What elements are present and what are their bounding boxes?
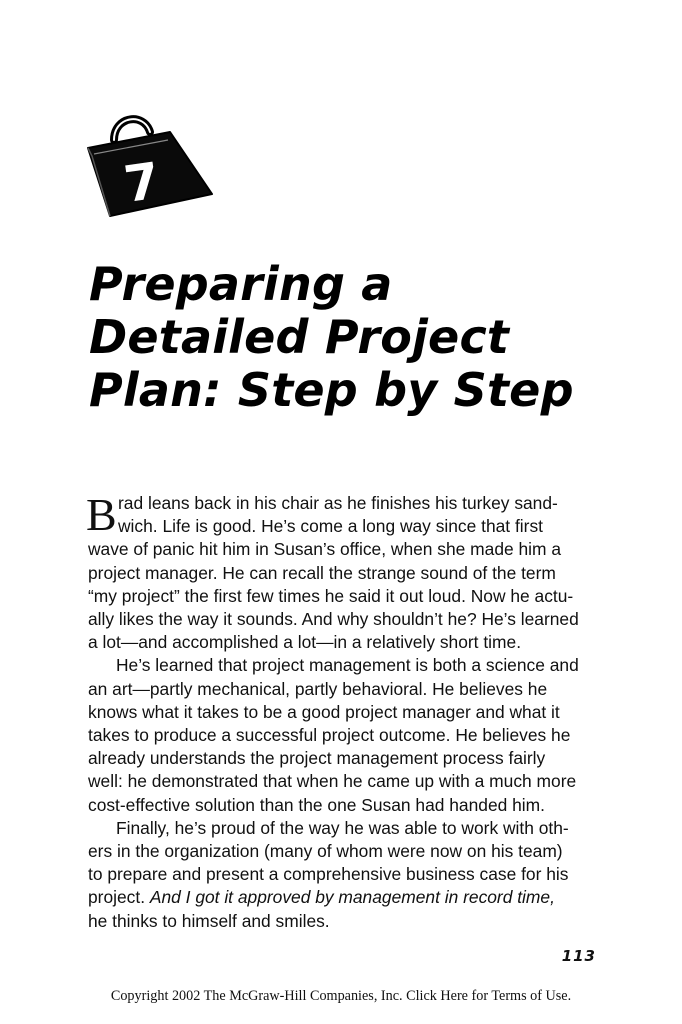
chapter-body (86, 489, 608, 933)
paragraph-2-line: knows what it takes to be a good project manager and what it (88, 701, 560, 722)
chapter-title-line-2: Detailed Project (89, 310, 510, 364)
chapter-number: 7 (120, 151, 164, 214)
paragraph-3-line: ers in the organization (many of whom were now on his team) (88, 841, 563, 862)
paragraph-2-line: already understands the project management process fairly (88, 748, 546, 769)
copyright-footer[interactable]: Copyright 2002 The McGraw-Hill Companies, Inc. Click Here for Terms of Use. (110, 988, 572, 1004)
paragraph-3-line: he thinks to himself and smiles. (88, 910, 330, 931)
paragraph-1-line: “my project” the first few times he said it out loud. Now he actu- (88, 585, 574, 606)
paragraph-3-line: to prepare and present a comprehensive business case for his (88, 864, 569, 885)
paragraph-1-line: wave of panic hit him in Susan’s office, when she made him a (88, 539, 562, 560)
briefcase-icon (84, 110, 216, 222)
paragraph-2-line: an art—partly mechanical, partly behavioral. He believes he (88, 678, 548, 699)
drop-cap: B (86, 489, 117, 540)
paragraph-2-line: well: he demonstrated that when he came up with a much more (88, 771, 577, 792)
paragraph-3-italic-thought: And I got it approved by management in record time, (149, 887, 555, 908)
paragraph-1-line: a lot—and accomplished a lot—in a relatively short time. (88, 632, 522, 653)
chapter-title-line-3: Plan: Step by Step (89, 363, 574, 417)
paragraph-2-line: He’s learned that project management is both a science and (116, 655, 579, 676)
chapter-title-line-1: Preparing a (89, 257, 393, 311)
chapter-title (89, 258, 574, 417)
page-number: 113 (561, 947, 596, 965)
paragraph-1-line: rad leans back in his chair as he finishes his turkey sand- (118, 493, 558, 513)
paragraph-3-text: project. (88, 887, 150, 908)
paragraph-1-line: ally likes the way it sounds. And why shouldn’t he? He’s learned (88, 609, 579, 630)
paragraph-3-line (88, 886, 608, 909)
paragraph-1-line: wich. Life is good. He’s come a long way since that first (118, 516, 543, 537)
paragraph-2-line: takes to produce a successful project outcome. He believes he (88, 725, 571, 746)
paragraph-2-line: cost-effective solution than the one Susan had handed him. (88, 794, 545, 815)
paragraph-1-line: project manager. He can recall the strange sound of the term (88, 562, 556, 583)
paragraph-3-line: Finally, he’s proud of the way he was able to work with oth- (116, 817, 569, 838)
